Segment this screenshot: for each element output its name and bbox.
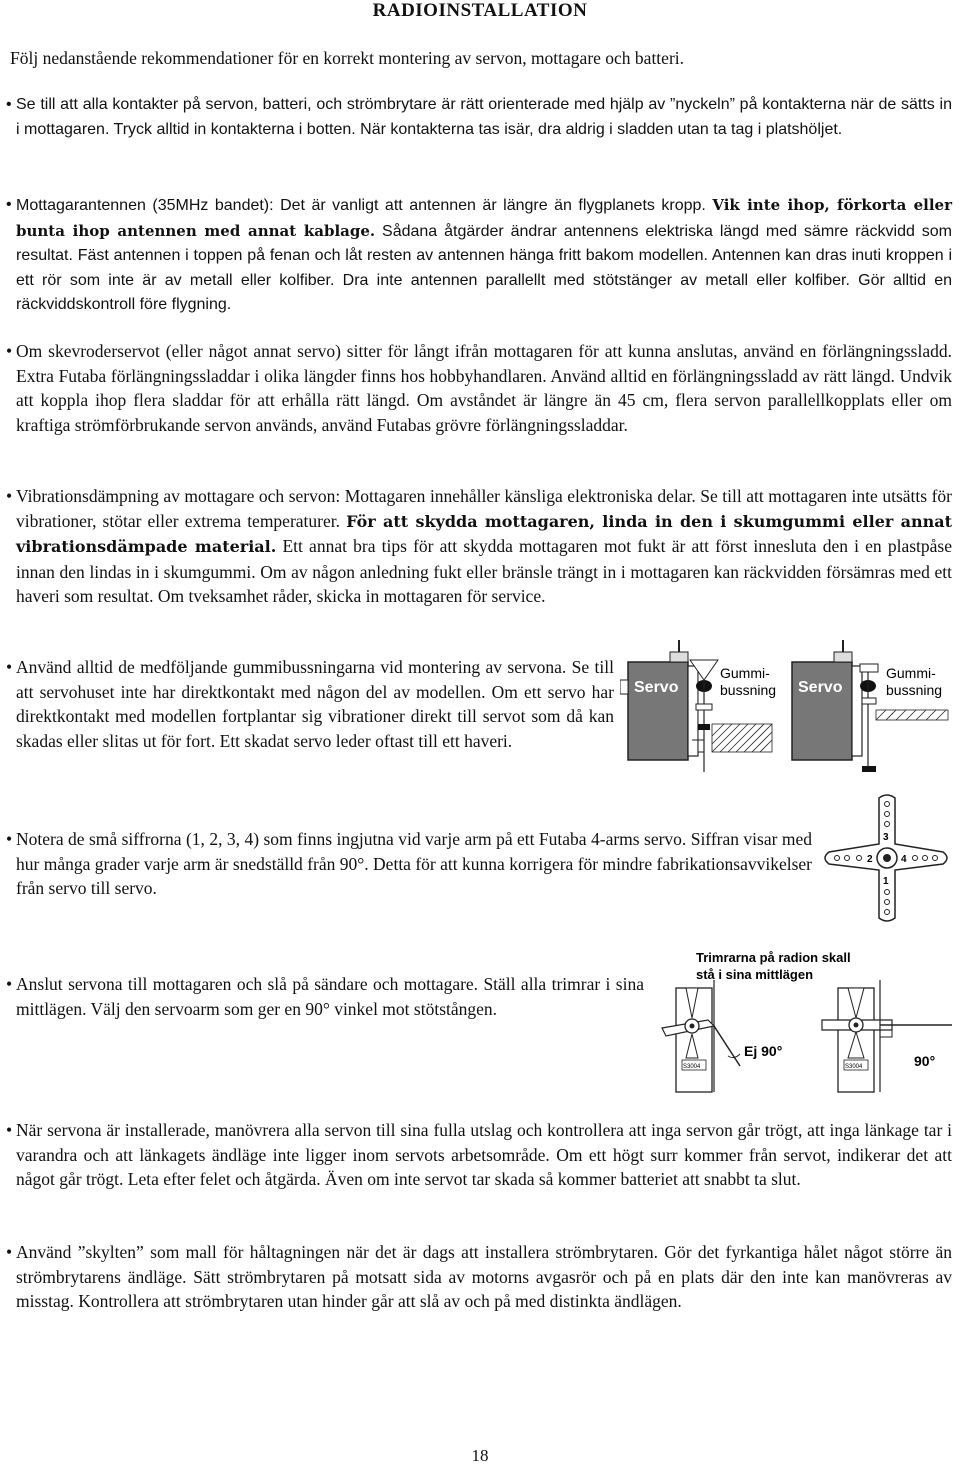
- bullet-antenna: [6, 193, 952, 318]
- bullet-text: Använd ”skylten” som mall för håltagningen när det är dags att installera strömbrytaren. Gör det fyrkantiga hålet något större än strömbrytarens ändläge. Sätt strömbrytaren på motsatt sida av motorns avgasrör och på en plats där den inte kan manövreras av misstag. Kontrollera att strömbrytaren utan hinder går att slå av och på med distinkta ändlägen.: [16, 1242, 952, 1311]
- arm-number: 2: [867, 854, 873, 865]
- grommet-label-line2: bussning: [886, 682, 943, 698]
- bullet-connectors: [6, 93, 952, 142]
- bullet-text: Använd alltid de medföljande gummibussningarna vid montering av servona. Se till att servohuset inte har direktkontakt med någon del av modellen. Om ett servo har direktkontakt med modellen fortplantar sig vibrationer direkt till servot som då kan skadas eller slitas ut för fort. Ett skadat servo leder oftast till ett haveri.: [16, 657, 614, 751]
- bullet-text: När servona är installerade, manövrera alla servon till sina fulla utslag och kontrollera att inga servon går trögt, att inga länkage tar i varandra och att länkagets ändläge inte ligger inom servots arbetsområde. Om ett högt surr kommer från servot, indikerar det att något går trögt. Leta efter felet och åtgärda. Även om inte servot tar skada så kommer batteriet att snabbt ta slut.: [16, 1120, 952, 1189]
- bullet-text: Vibrationsdämpning av mottagare och servon: Mottagaren innehåller känsliga elektroniska delar. Se till att mottagaren inte utsätts för vibrationer, stötar eller extrema temperaturer.: [16, 486, 952, 531]
- bullet-dot: •: [6, 974, 13, 994]
- bullet-servo-travel: [6, 1118, 952, 1192]
- arm-number: 3: [883, 832, 889, 843]
- bullet-bold-text: Vik inte ihop, förkorta eller bunta ihop antennen med annat kablage.: [16, 196, 952, 240]
- grommet-label-line2: bussning: [720, 682, 777, 698]
- bullet-text: Notera de små siffrorna (1, 2, 3, 4) som finns ingjutna vid varje arm på ett Futaba 4-arms servo. Siffran visar med hur många grader varje arm är snedställd från 90°. Detta för att kunna korrigera för mindre fabrikationsavvikelser från servo till servo.: [16, 829, 812, 898]
- trim-figure: [652, 948, 957, 1098]
- servo-label: Servo: [798, 679, 843, 696]
- bullet-text: Mottagarantennen (35MHz bandet): Det är vanligt att antennen är längre än flygplanets kropp.: [16, 197, 713, 214]
- servo-body: [792, 662, 852, 760]
- bullet-dot: •: [6, 1120, 13, 1140]
- servo-model-label: S3004: [683, 1064, 701, 1070]
- trim-heading-line1: Trimrarna på radion skall: [696, 950, 851, 965]
- bullet-text: Ett annat bra tips för att skydda mottagaren mot fukt är att först innesluta den i en plastpåse innan den lindas in i skumgummi. Om av någon anledning fukt eller bränsle trängt in i mottagaren kan räckvidden försämras med ett haveri som resultat. Om tveksamhet råder, skicka in mottagaren för service.: [16, 536, 953, 606]
- servo-left: [662, 980, 740, 1092]
- bullet-dot: •: [6, 96, 12, 113]
- bullet-dot: •: [6, 829, 13, 849]
- bullet-text: Sådana åtgärder ändrar antennens elektriska längd med sämre räckvidd som resultat. Fäst antennen i toppen på fenan och låt resten av antennen hänga fritt bakom modellen. Antennen kan dras inuti kroppen i ett rör som inte är av metall eller kolfiber. Dra inte antennen parallellt med stötstänger av metall eller kolfiber. Gör alltid en räckviddskontroll före flygning.: [16, 222, 952, 313]
- grommet-label-line1: Gummi-: [886, 665, 936, 681]
- servo-arm-figure: [815, 792, 960, 927]
- arm-number: 1: [883, 876, 889, 887]
- bullet-text: Anslut servona till mottagaren och slå på sändare och mottagare. Ställ alla trimrar i sina mittlägen. Välj den servoarm som ger en 90° vinkel mot stötstången.: [16, 974, 644, 1019]
- bullet-dot: •: [6, 1242, 13, 1262]
- bullet-bold-text: För att skydda mottagaren, linda in den i skumgummi eller annat vibrationsdämpade material.: [16, 511, 952, 556]
- bullet-arm-numbers: [6, 827, 812, 901]
- bullet-grommets: [6, 655, 614, 753]
- page-number: 18: [471, 1446, 489, 1465]
- trim-heading-line2: stå i sina mittlägen: [696, 967, 814, 982]
- grommet-figure: [620, 640, 955, 780]
- bullet-dot: •: [6, 657, 13, 677]
- bullet-text: Om skevroderservot (eller något annat servo) sitter för långt ifrån mottagaren för att kunna anslutas, använd en förlängningssladd. Extra Futaba förlängningssladdar i olika längder finns hos hobbyhandlaren. Använd alltid en förlängningssladd av rätt längd. Undvik att koppla ihop flera sladdar för att erhålla rätt längd. Om avståndet är längre än 45 cm, flera servon parallellkopplats eller om kraftiga strömförbrukande servon används, använd Futabas grövre förlängningssladdar.: [16, 341, 952, 435]
- page-title: RADIOINSTALLATION: [372, 0, 588, 21]
- bullet-extension-lead: [6, 339, 952, 437]
- bullet-dot: •: [6, 486, 13, 506]
- bullet-vibration: [6, 484, 953, 609]
- bullet-dot: •: [6, 196, 12, 213]
- grommet-label-line1: Gummi-: [720, 665, 770, 681]
- bullet-text: Se till att alla kontakter på servon, batteri, och strömbrytare är rätt orienterade med hjälp av ”nyckeln” på kontakterna när de sätts in i mottagaren. Tryck alltid in kontakterna i botten. När kontakterna tas isär, dra aldrig i sladden utan ta tag i platshöljet.: [16, 96, 952, 138]
- arm-number: 4: [901, 854, 907, 865]
- is-90-label: 90°: [914, 1053, 936, 1069]
- intro-text: Följ nedanstående rekommendationer för en korrekt montering av servon, mottagare och batteri.: [10, 48, 685, 68]
- servo-body: [628, 662, 688, 760]
- servo-model-label: S3004: [845, 1064, 863, 1070]
- servo-label: Servo: [634, 679, 679, 696]
- bullet-switch-install: [6, 1240, 952, 1314]
- bullet-dot: •: [6, 341, 13, 361]
- servo-right: [822, 980, 952, 1092]
- bullet-trim-center: [6, 972, 644, 1021]
- not-90-label: Ej 90°: [744, 1043, 783, 1059]
